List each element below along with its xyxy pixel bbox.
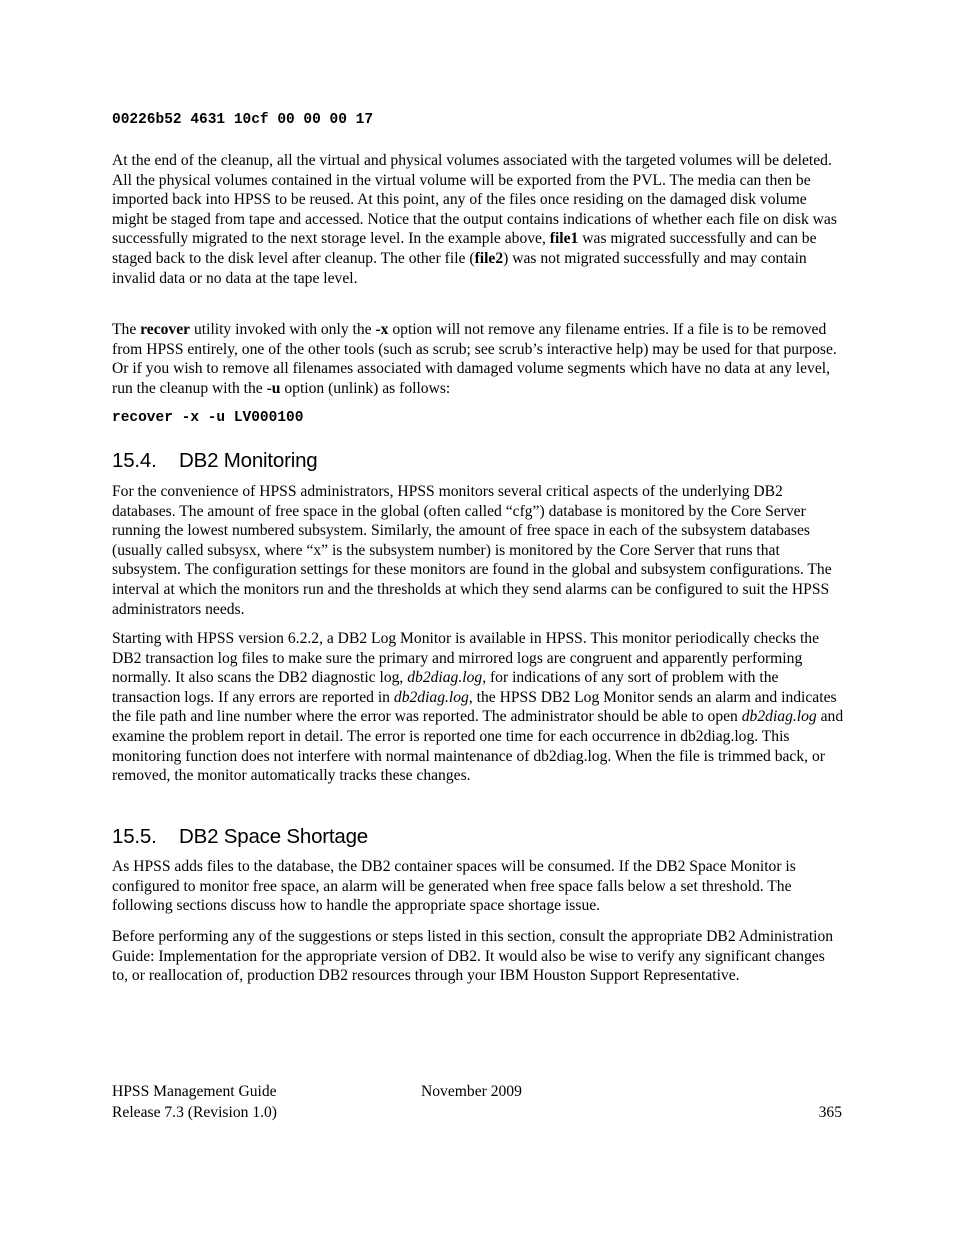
paragraph-space-shortage: As HPSS adds files to the database, the DB2 container spaces will be consumed. If the DB2 Space Monitor is configured to monitor free space, an alarm will be generated when free space falls below a set threshold. The following sections discuss how to handle the appropriate space shortage issue.	[112, 858, 796, 915]
italic-db2diag: db2diag.log	[393, 688, 469, 706]
text: was migrated successfully and can be staged back to the disk level after cleanup. The other file (	[112, 230, 817, 267]
paragraph-db2-log-monitor	[112, 629, 844, 786]
section-title: DB2 Space Shortage	[179, 825, 368, 848]
code-line-recover: recover -x -u LV000100	[112, 410, 304, 426]
text: At the end of the cleanup, all the virtual and physical volumes associated with the targeted volumes will be deleted. All the physical volumes contained in the virtual volume will be exported from the PVL. The media can then be imported back into HPSS to be reused. At this point, any of the files once residing on the damaged disk volume might be staged from tape and accessed. Notice that the output contains indications of whether each file on disk was successfully migrated to the next storage level. In the example above,	[112, 152, 837, 248]
text: option (unlink) as follows:	[280, 379, 451, 397]
italic-db2diag: db2diag.log	[407, 669, 483, 687]
footer-page-number: 365	[818, 1104, 842, 1121]
text: ) was not migrated successfully and may contain invalid data or no data at the tape level.	[112, 249, 807, 287]
bold-recover: recover	[140, 321, 191, 338]
text: Starting with HPSS version 6.2.2, a DB2 Log Monitor is available in HPSS. This monitor periodically checks the DB2 transaction log files to make sure the primary and mirrored logs are congruent and apparently performing normally. It also scans the DB2 diagnostic log,	[112, 630, 820, 687]
section-heading-db2-space-shortage	[112, 825, 368, 849]
bold-file2: file2	[474, 249, 504, 267]
section-heading-db2-monitoring	[112, 449, 318, 473]
bold-u-option: -u	[266, 379, 281, 397]
paragraph-db2-monitoring: For the convenience of HPSS administrators, HPSS monitors several critical aspects of the underlying DB2 databases. The amount of free space in the global (often called “cfg”) database is monitored by the Core Server running the lowest numbered subsystem. Similarly, the amount of free space in each of the subsystem databases (usually called subsysx, where “x” is the subsystem number) is monitored by the Core Server that runs that subsystem. The configuration settings for these monitors are found in the global and subsystem configurations. The interval at which the monitors run and the thresholds at which they send alarms can be configured to suit the HPSS administrators needs.	[112, 483, 832, 618]
text: The	[112, 321, 141, 338]
text: utility invoked with only the	[190, 321, 376, 338]
code-line-uuid: 00226b52 4631 10cf 00 00 00 17	[112, 112, 374, 128]
text: and examine the problem report in detail. The error is reported one time for each occurrence in db2diag.log. This monitoring function does not interfere with normal maintenance of db2diag.log. When the file is trimmed back, or removed, the monitor automatically tracks these changes.	[112, 708, 844, 785]
italic-db2diag: db2diag.log	[741, 708, 817, 726]
text: , the HPSS DB2 Log Monitor sends an alarm and indicates the file path and line number where the error was reported. The administrator should be able to open	[112, 688, 837, 726]
section-number: 15.5.	[112, 825, 157, 848]
footer-guide-title: HPSS Management Guide	[112, 1083, 277, 1100]
paragraph-cleanup	[112, 151, 844, 288]
bold-x-option: -x	[375, 321, 389, 338]
footer-date: November 2009	[421, 1083, 522, 1100]
paragraph-recover	[112, 320, 844, 398]
text: , for indications of any sort of problem with the transaction logs. If any errors are reported in	[112, 669, 779, 706]
bold-file1: file1	[549, 230, 579, 248]
text: option will not remove any filename entries. If a file is to be removed from HPSS entirely, one of the other tools (such as scrub; see scrub’s interactive help) may be used for that purpose. Or if you wish to remove all filenames associated with damaged volume segments which have no data at any level, run the cleanup with the	[112, 321, 837, 397]
section-number: 15.4.	[112, 449, 157, 472]
paragraph-before-performing: Before performing any of the suggestions or steps listed in this section, consult the appropriate DB2 Administration Guide: Implementation for the appropriate version of DB2. It would also be wise to verify any significant changes to, or reallocation of, production DB2 resources through your IBM Houston Support Representative.	[112, 928, 834, 985]
section-title: DB2 Monitoring	[179, 449, 318, 472]
footer-release: Release 7.3 (Revision 1.0)	[112, 1104, 277, 1121]
